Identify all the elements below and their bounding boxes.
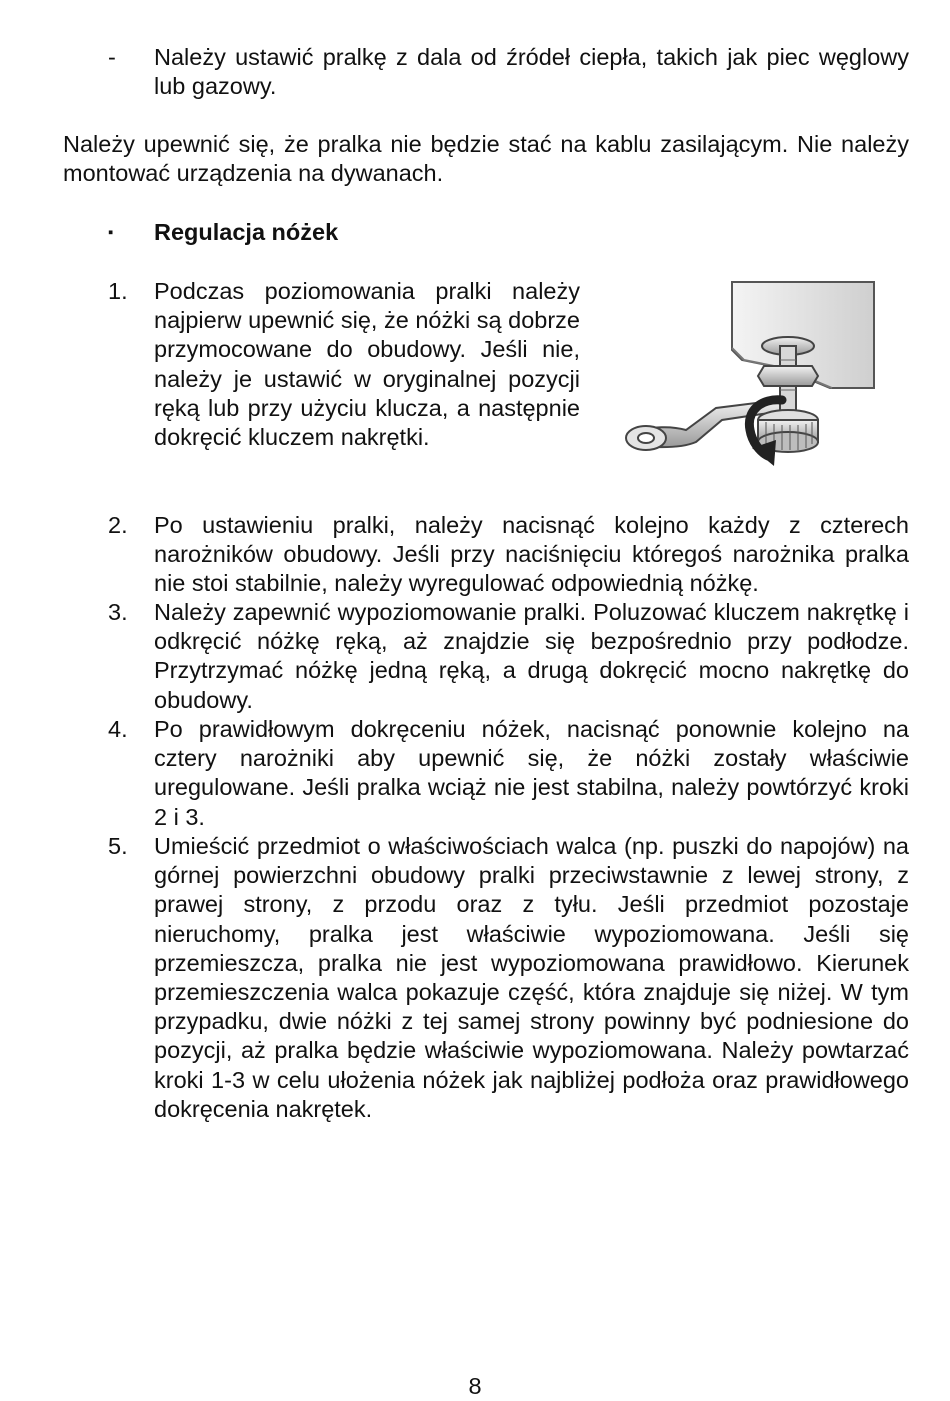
- step-text: Po ustawieniu pralki, należy nacisnąć kolejno każdy z czterech narożników obudowy. Jeśli przy naciśnięciu któregoś narożnika pralka nie stoi stabilnie, należy wyregulować odpowiednią nóżkę.: [154, 512, 909, 597]
- wrench-and-foot-icon: [612, 280, 877, 470]
- step-number: 3.: [108, 599, 128, 625]
- step-text: Po prawidłowym dokręceniu nóżek, nacisnąć ponownie kolejno na cztery narożniki aby upewnić się, że nóżki zostały właściwie uregulowane. Jeśli pralka wciąż nie jest stabilna, należy powtórzyć kroki 2 i 3.: [154, 716, 909, 830]
- step-text: Podczas poziomowania pralki należy najpierw upewnić się, że nóżki są dobrze przymocowane do obudowy. Jeśli nie, należy je ustawić w oryginalnej pozycji ręką lub przy użyciu klucza, a następnie dokręcić kluczem nakrętki.: [154, 278, 580, 451]
- section-heading: Regulacja nóżek: [154, 219, 339, 245]
- step-number: 1.: [108, 278, 128, 304]
- foot-adjustment-illustration: [612, 280, 877, 470]
- step-number: 4.: [108, 716, 128, 742]
- step-text: Umieścić przedmiot o właściwościach walca (np. puszki do napojów) na górnej powierzchni obudowy pralki przeciwstawnie z lewej strony, z prawej strony, z przodu oraz z tyłu. Jeśli przedmiot pozostaje nieruchomy, pralka jest właściwie wypoziomowana. Jeśli się przemieszcza, pralka nie jest wypoziomowana prawidłowo. Kierunek przemieszczenia walca pokazuje część, która znajduje się niżej. W tym przypadku, dwie nóżki z tej samej strony powinny być podniesione do pozycji, aż pralka będzie właściwie wypoziomowana. Należy powtarzać kroki 1-3 w celu ułożenia nóżek jak najbliżej podłoża oraz prawidłowego dokręcenia nakrętek.: [154, 833, 909, 1122]
- step-text: Należy zapewnić wypoziomowanie pralki. Poluzować kluczem nakrętkę i odkręcić nóżkę ręką, aż znajdzie się bezpośrednio przy podłodze. Przytrzymać nóżkę jedną ręką, a drugą dokręcić mocno nakrętkę do obudowy.: [154, 599, 909, 713]
- cable-note-paragraph: Należy upewnić się, że pralka nie będzie stać na kablu zasilającym. Nie należy montować urządzenia na dywanach.: [63, 131, 909, 187]
- step-number: 5.: [108, 833, 128, 859]
- page-number: 8: [468, 1373, 482, 1399]
- intro-bullet-text: Należy ustawić pralkę z dala od źródeł ciepła, takich jak piec węglowy lub gazowy.: [154, 44, 909, 100]
- step-number: 2.: [108, 512, 128, 538]
- dash-marker: -: [108, 44, 116, 70]
- square-bullet-icon: ▪: [108, 224, 114, 241]
